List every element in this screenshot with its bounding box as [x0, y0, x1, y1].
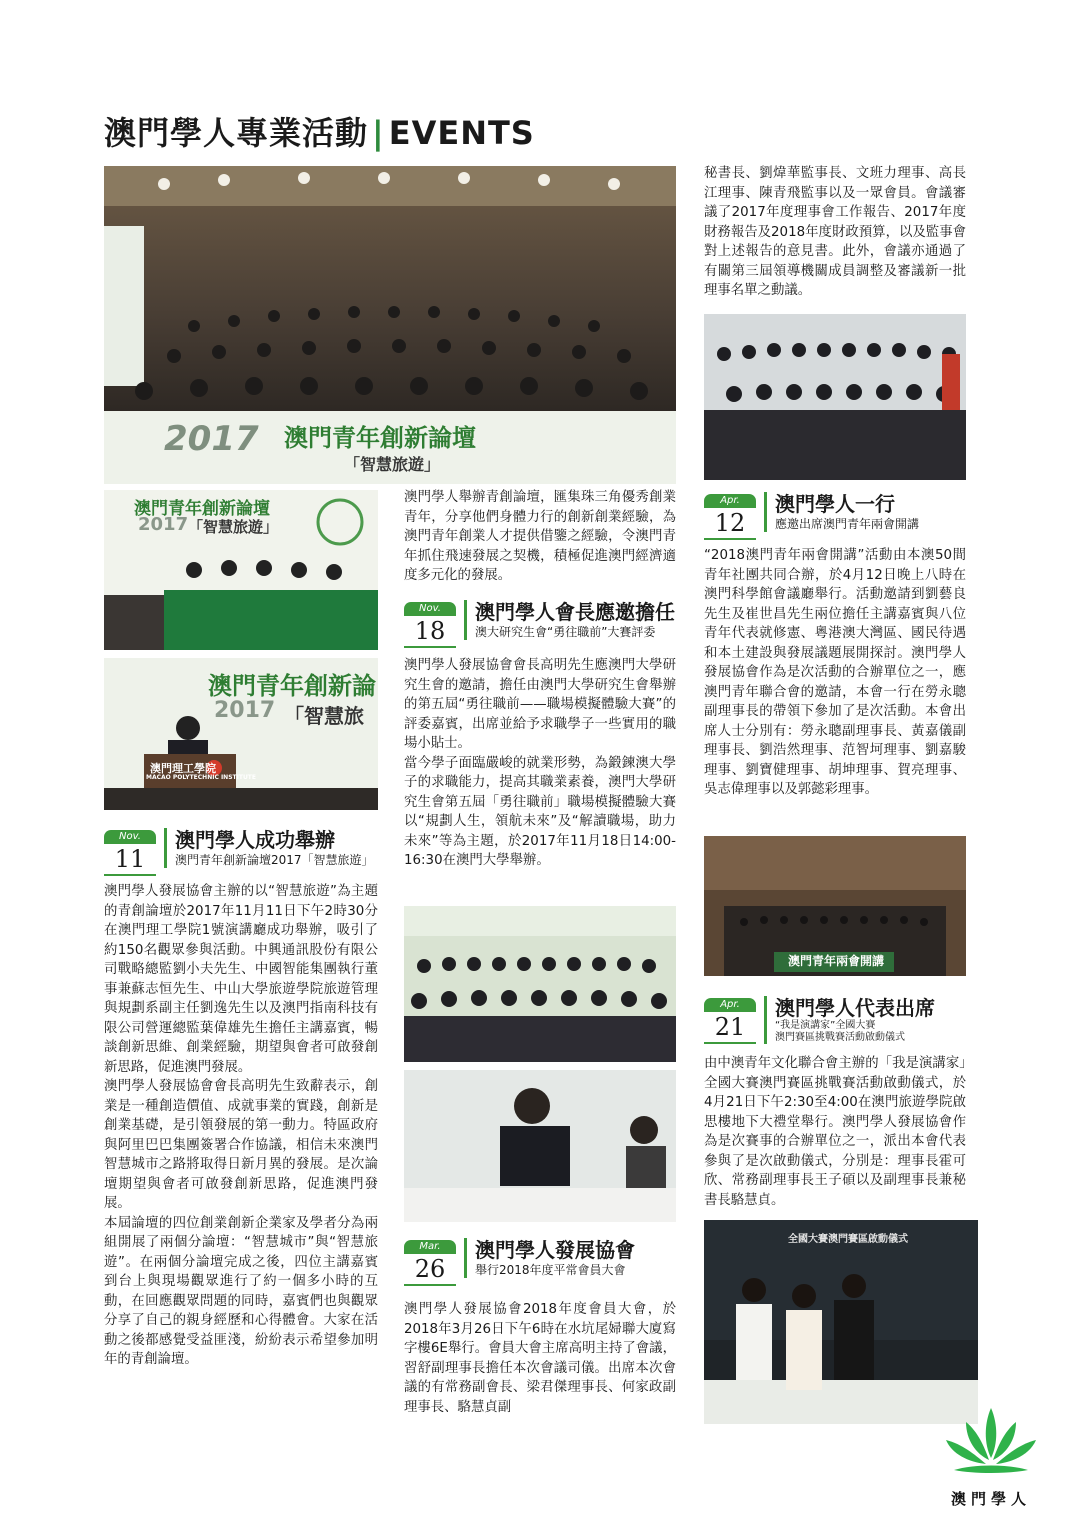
- heading-nov11: [164, 828, 374, 868]
- paragraph: 澳門學人發展協會2018年度會員大會，於2018年3月26日下午6時在水坑尾婦聯大廈寫字樓6E舉行。會員大會主席高明主持了會議，習舒副理事長擔任本次會議司儀。出席本次會議的有常務副會長、梁君傑理事長、何家政副理事長、駱慧貞副: [404, 1302, 676, 1415]
- badge-month: Mar.: [404, 1240, 456, 1254]
- photo-speaker-mic: [404, 1070, 676, 1222]
- group-illustration: [704, 314, 966, 480]
- article-subheading: 澳大研究生會“勇往職前”大賽評委: [475, 625, 656, 639]
- paragraph: 澳門學人發展協會主辦的以“智慧旅遊”為主題的青創論壇於2017年11月11日下午2時30分在澳門理工學院1號演講廳成功舉辦，吸引了約150名觀眾參與活動。中興通訊股份有限公司戰略總監劉小夫先生、中國智能集團執行董事兼蘇志恒先生、中山大學旅遊學院旅遊管理與規劃系副主任劉逸先生以及澳門指南科技有限公司營運總監葉偉雄先生擔任主講嘉賓，暢談創新思維、創業經驗，期望與會者可啟發創新思路，促進澳門發展。: [104, 884, 378, 1075]
- panel-banner-year: 2017: [138, 514, 189, 535]
- paragraph: “2018澳門青年兩會開講”活動由本澳50間青年社團共同合辦，於4月12日晚上八時在澳門科學館會議廳舉行。活動邀請到劉藝良先生及崔世昌先生兩位擔任主講嘉賓與八位青年代表就修憲、粵港澳大灣區、國民待遇和本土建設與發展議題展開探討。澳門學人發展協會作為是次活動的合辦單位之一，應澳門青年聯合會的邀請，本會一行在勞永聰副理事長的帶領下參加了是次活動。本會出席人士分別有：勞永聰副理事長、黃嘉儀副理事長、劉浩然理事、范智坷理事、劉嘉駿理事、劉寶健理事、胡坤理事、賀亮理事、吳志偉理事以及郭懿彩理事。: [704, 548, 966, 797]
- photo-hall-apr12: [704, 836, 966, 976]
- paragraph: 澳門學人舉辦青創論壇，匯集珠三角優秀創業青年，分享他們身體力行的創新創業經驗，為澳門青年創業人才提供借鑒之經驗，令澳門青年抓住飛速發展之契機，積極促進澳門經濟適度多元化的發展。: [404, 490, 676, 583]
- paragraph: 當今學子面臨嚴峻的就業形勢，為鍛鍊澳大學子的求職能力，提高其職業素養，澳門大學研究生會第五屆「勇往職前」職場模擬體驗大賽以“規劃人生，領航未來”及“解讀職場，助力未來”等為主題，於2017年11月18日14:00-16:30在澳門大學舉辦。: [404, 755, 676, 868]
- photo-group-apr12: [704, 314, 966, 480]
- article-body-nov11: [104, 882, 378, 1370]
- article-subheading: 應邀出席澳門青年兩會開講: [775, 517, 920, 531]
- article-body-apr21: [704, 1054, 966, 1210]
- date-badge-nov18: [404, 602, 456, 648]
- heading-apr12: [764, 492, 919, 532]
- title-en: EVENTS: [388, 114, 535, 152]
- date-badge-apr12: [704, 494, 756, 540]
- badge-day: 26: [404, 1254, 456, 1286]
- banner-year: 2017: [164, 419, 259, 459]
- panel-banner-title: 澳門青年創新論壇: [134, 499, 270, 519]
- article-body-nov18: [404, 656, 676, 871]
- article-heading: 澳門學人發展協會: [475, 1238, 635, 1262]
- article-heading: 澳門學人成功舉辦: [175, 828, 335, 852]
- speaker-banner-title: 澳門青年創新論: [208, 672, 376, 700]
- logo-text: 澳門學人: [950, 1490, 1031, 1508]
- page-title: [104, 108, 535, 154]
- paragraph: 秘書長、劉煒華監事長、文班力理事、高長江理事、陳青飛監事以及一眾會員。會議審議了2017年度理事會工作報告、2017年度財務報告及2018年度財政預算，以及監事會對上述報告的意見書。此外，會議亦通過了有關第三屆領導機關成員調整及審議新一批理事名單之動議。: [704, 166, 966, 298]
- paragraph: 澳門學人發展協會會長高明先生應澳門大學研究生會的邀請，擔任由澳門大學研究生會舉辦的第五屆“勇往職前——職場模擬體驗大賽”的評委嘉賓，出席並給予求職學子一些實用的職場小貼士。: [404, 658, 676, 751]
- badge-day: 21: [704, 1012, 756, 1044]
- heading-mar26: [464, 1238, 635, 1278]
- article-subheading-2: 澳門賽區挑戰賽活動啟動儀式: [775, 1032, 905, 1043]
- banner-sub: 「智慧旅遊」: [344, 455, 441, 474]
- photo-speaker: [104, 658, 378, 810]
- badge-month: Nov.: [104, 830, 156, 844]
- panel-banner-sub: 「智慧旅遊」: [188, 518, 279, 536]
- article-subheading: 舉行2018年度平常會員大會: [475, 1263, 626, 1277]
- mic-illustration: [404, 1070, 676, 1222]
- badge-month: Apr.: [704, 998, 756, 1012]
- ceremony-illustration: [704, 1220, 978, 1424]
- photo-launch-ceremony: [704, 1220, 978, 1424]
- badge-month: Apr.: [704, 494, 756, 508]
- article-subheading: “我是演講家”全國大賽: [775, 1020, 876, 1031]
- photo-panel: [104, 490, 378, 650]
- article-subheading: 澳門青年創新論壇2017「智慧旅遊」: [175, 853, 374, 867]
- badge-day: 11: [104, 844, 156, 876]
- heading-nov18: [464, 600, 675, 640]
- title-separator: |: [372, 114, 385, 152]
- badge-day: 18: [404, 616, 456, 648]
- badge-month: Nov.: [404, 602, 456, 616]
- badge-day: 12: [704, 508, 756, 540]
- photo-forum-audience: [104, 166, 676, 484]
- hall-banner: 澳門青年兩會開講: [788, 954, 885, 968]
- paragraph: 澳門學人發展協會會長高明先生致辭表示，創業是一種創造價值、成就事業的實踐，創新是創業基礎，是引領發展的第一動力。特區政府與阿里巴巴集團簽署合作協議，相信未來澳門智慧城市之路將取得日新月異的發展。是次論壇期望與會者可啟發創新思路，促進澳門發展。: [104, 1079, 378, 1211]
- ceremony-poster-text: 全國大賽澳門賽區啟動儀式: [788, 1234, 908, 1245]
- date-badge-mar26: [404, 1240, 456, 1286]
- article-body-apr12: [704, 546, 966, 800]
- article-heading: 澳門學人一行: [775, 492, 895, 516]
- podium-cn: 澳門理工學院: [150, 762, 216, 775]
- date-badge-nov11: [104, 830, 156, 876]
- photo-students-group: [404, 906, 676, 1062]
- article-heading: 澳門學人會長應邀擔任: [475, 600, 675, 624]
- heading-apr21: [764, 996, 935, 1044]
- banner-title: 澳門青年創新論壇: [284, 424, 476, 452]
- article-continuation-col3: [704, 164, 966, 301]
- speaker-banner-year: 2017: [214, 698, 276, 723]
- speaker-banner-sub: 「智慧旅: [284, 704, 364, 728]
- title-cn: 澳門學人專業活動: [104, 114, 369, 152]
- paragraph: 由中澳青年文化聯合會主辦的「我是演講家」全國大賽澳門賽區挑戰賽活動啟動儀式，於4月21日下午2:30至4:00在澳門旅遊學院啟思樓地下大禮堂舉行。澳門學人發展協會作為是次賽事的合辦單位之一，派出本會代表參與了是次啟動儀式，分別是：理事長霍可欣、常務副理事長王子碩以及副理事長兼秘書長駱慧貞。: [704, 1056, 966, 1208]
- date-badge-apr21: [704, 998, 756, 1044]
- article-body-mar26: [404, 1300, 676, 1417]
- article-heading: 澳門學人代表出席: [775, 996, 935, 1020]
- podium-en: MACAO POLYTECHNIC INSTITUTE: [146, 774, 257, 781]
- paragraph: 本屆論壇的四位創業創新企業家及學者分為兩組開展了兩個分論壇：“智慧城市”與“智慧旅遊”。在兩個分論壇完成之後，四位主講嘉賓到台上與現場觀眾進行了約一個多小時的互動，在回應觀眾問題的同時，嘉賓們也與觀眾分享了自己的親身經歷和心得體會。大家在活動之後都感覺受益匪淺，紛紛表示希望參加明年的青創論壇。: [104, 1215, 378, 1367]
- article-continuation-col2: [404, 488, 676, 586]
- students-illustration: [404, 906, 676, 1062]
